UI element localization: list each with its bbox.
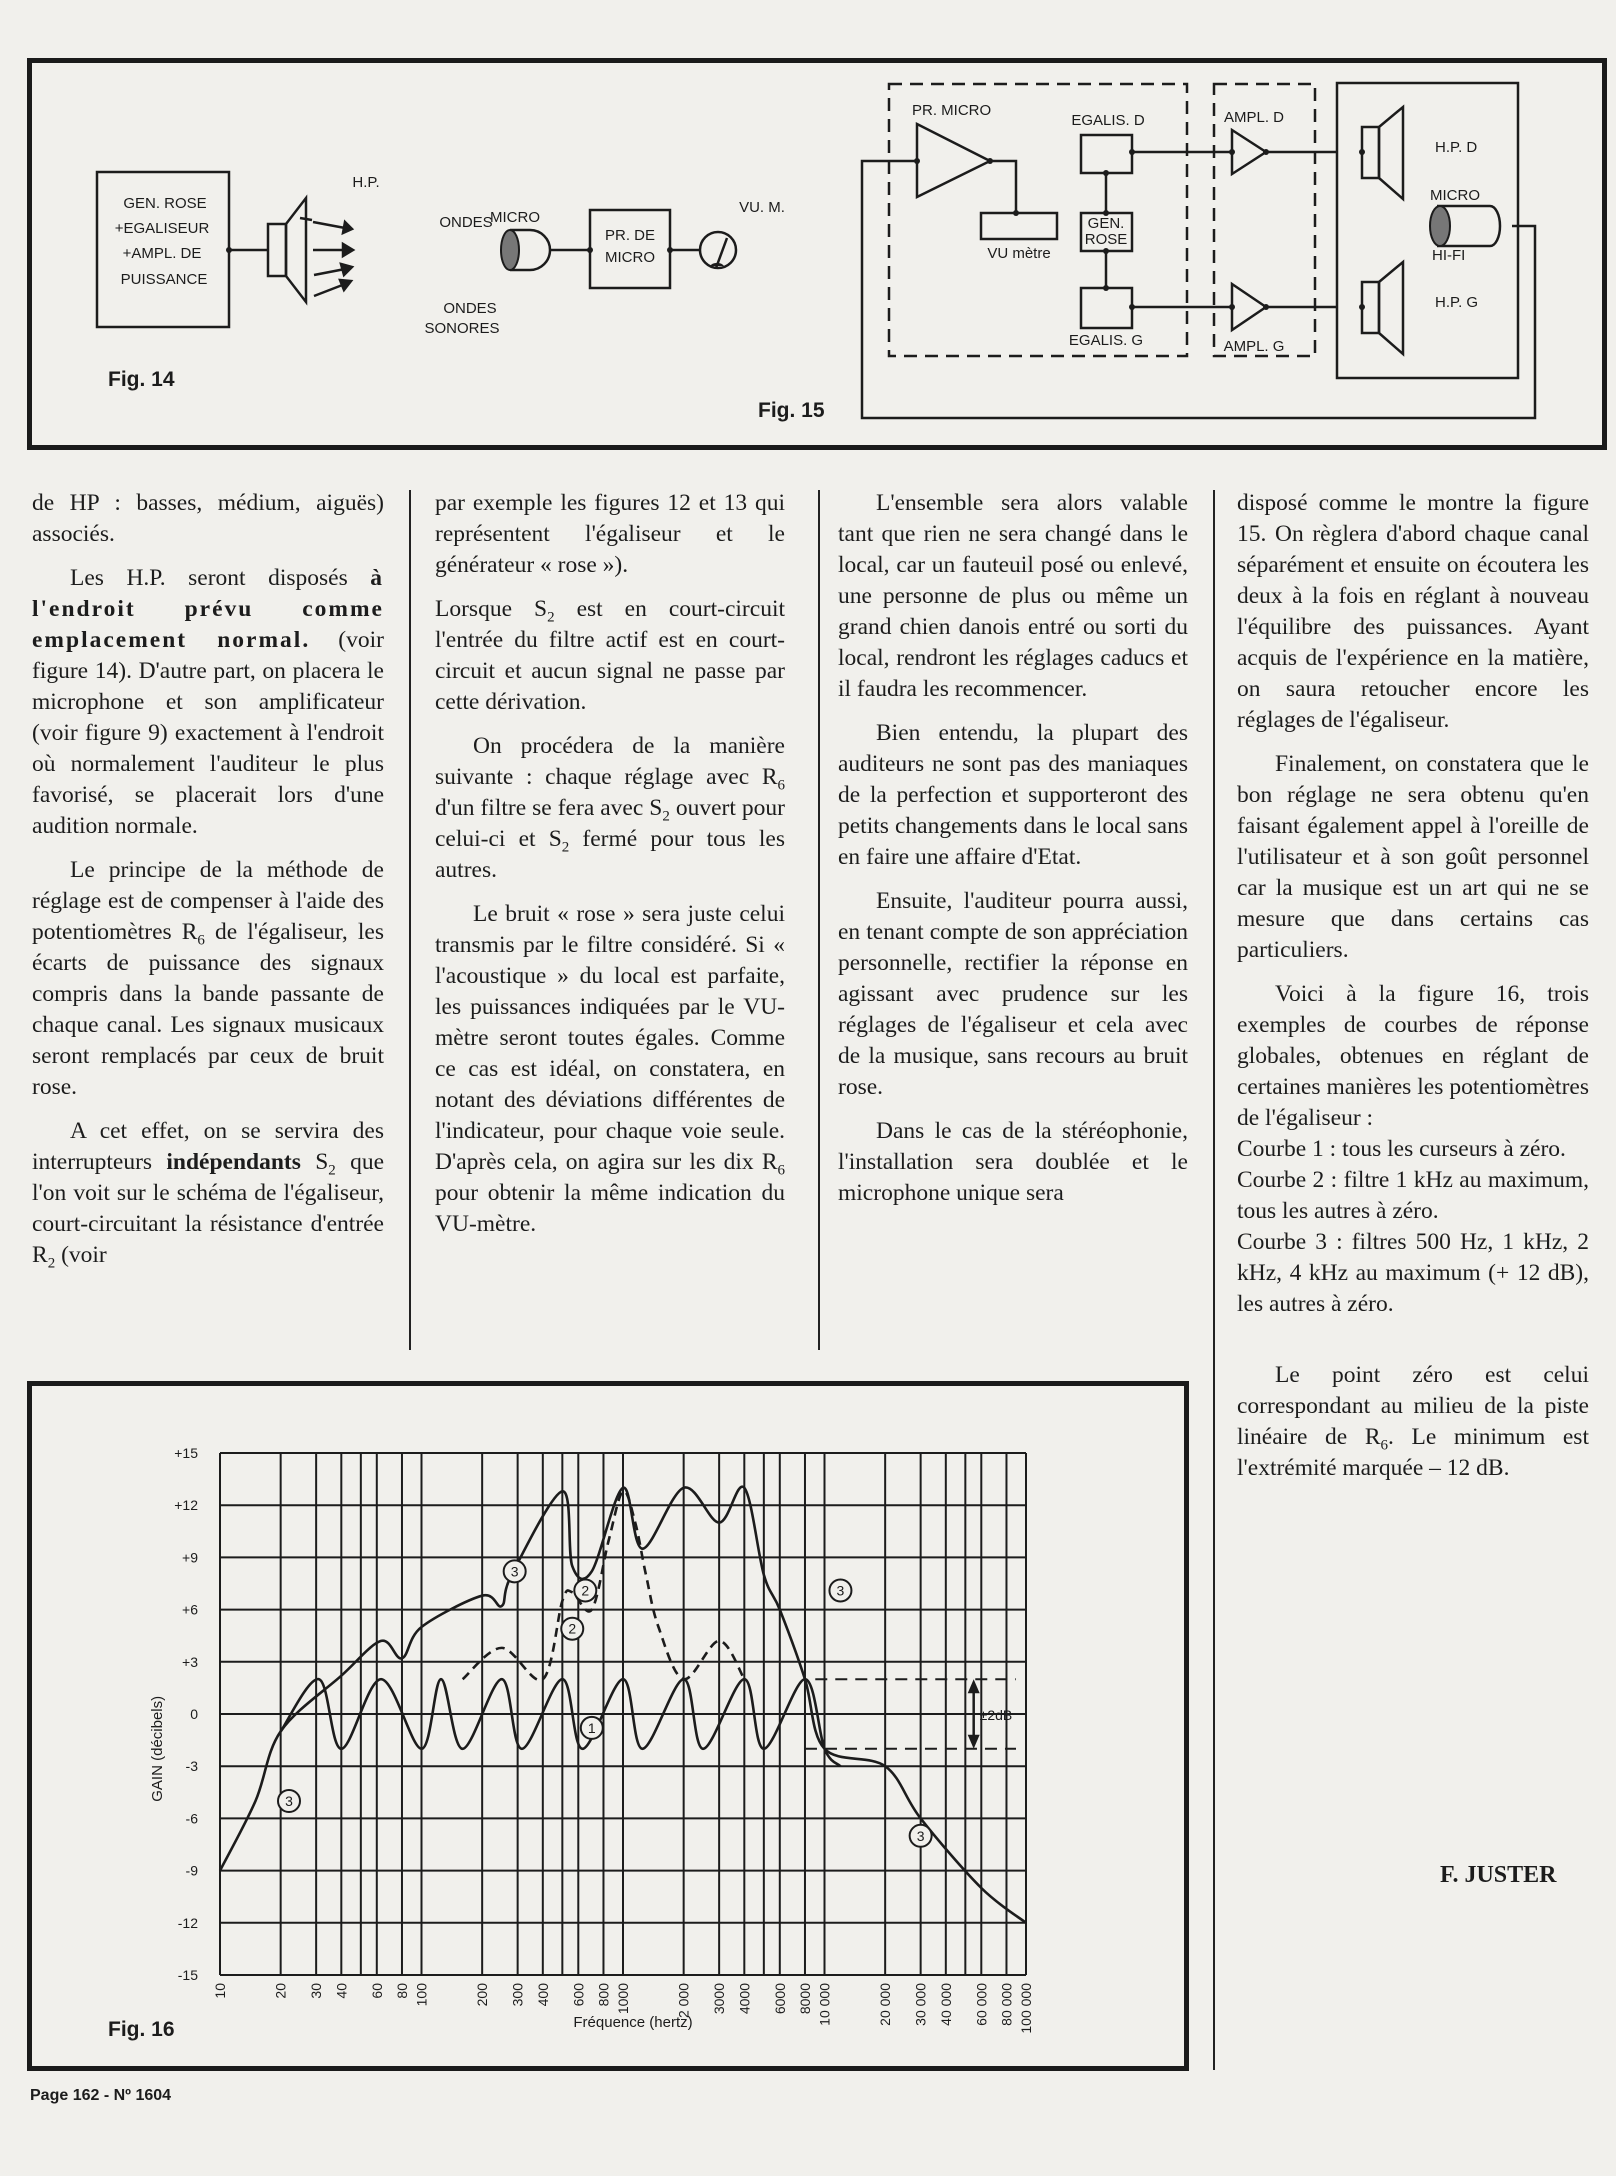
paragraph: par exemple les figures 12 et 13 qui représentent l'égaliseur et le générateur « rose »). xyxy=(435,490,785,578)
waves-label-1: ONDES xyxy=(439,214,493,231)
paragraph: Le bruit « rose » sera juste celui transmis par le filtre considéré. Si « l'acoustique » du local est parfaite, les puissances indiquées par le VU-mètre seront toutes égales. Comme ce cas est idéal, on constatera, en notant des déviations différentes de l'indicateur, pour chaque voie seule. D'après cela, on agira sur les dix $R_6$ pour obtenir la même indication du VU-mètre. xyxy=(435,901,785,1237)
paragraph: On procédera de la manière suivante : chaque réglage avec $R_6$ d'un filtre se fera avec $S_2$ ouvert pour celui-ci et $S_2$ fermé pour tous les autres. xyxy=(435,733,786,883)
preamp-line1: PR. DE xyxy=(604,227,656,244)
x-tick-label: 10 xyxy=(212,1983,228,1999)
figure-14-label: Fig. 14 xyxy=(108,368,175,391)
y-tick-label: +3 xyxy=(182,1653,198,1670)
x-tick-label: 30 000 xyxy=(912,1983,929,2026)
x-tick-label: 300 xyxy=(509,1983,526,2007)
x-tick-label: 60 000 xyxy=(973,1983,990,2026)
author-signature: F. JUSTER xyxy=(1440,1862,1557,1888)
curve-3-description: Courbe 3 : filtres 500 Hz, 1 kHz, 2 kHz, 4 kHz au maximum (+ 12 dB), les autres à zéro. xyxy=(1237,1229,1589,1317)
gen-rose-line1: GEN. ROSE xyxy=(123,195,207,212)
page-footer: Page 162 - Nº 1604 xyxy=(30,2087,172,2104)
micro-label-15: MICRO xyxy=(1430,187,1480,204)
x-tick-label: 40 xyxy=(333,1983,350,1999)
curve-2-description: Courbe 2 : filtre 1 kHz au maximum, tous les autres à zéro. xyxy=(1237,1167,1589,1224)
x-tick-label: 20 xyxy=(272,1983,289,1999)
svg-text:3: 3 xyxy=(510,1563,519,1580)
ondes-label: ONDES xyxy=(443,300,497,317)
x-tick-label: 40 000 xyxy=(937,1983,954,2026)
y-axis-label: GAIN (décibels) xyxy=(149,1695,166,1802)
x-axis-label: Fréquence (hertz) xyxy=(573,2014,693,2031)
hifi-label: HI-FI xyxy=(1432,247,1466,264)
egalis-g-label: EGALIS. G xyxy=(1068,332,1144,349)
y-tick-label: +6 xyxy=(182,1601,198,1618)
x-tick-label: 10 000 xyxy=(816,1983,833,2026)
figure-15-label: Fig. 15 xyxy=(758,399,825,422)
hp-d-label: H.P. D xyxy=(1435,139,1478,156)
x-tick-label: 30 xyxy=(308,1983,325,1999)
x-tick-label: 2 000 xyxy=(675,1983,692,2019)
x-tick-label: 200 xyxy=(474,1983,491,2007)
figure-16-label: Fig. 16 xyxy=(108,2018,175,2041)
preamp-line2: MICRO xyxy=(605,249,655,266)
svg-text:2: 2 xyxy=(581,1582,590,1599)
svg-text:3: 3 xyxy=(836,1582,845,1599)
svg-text:1: 1 xyxy=(587,1719,596,1736)
x-tick-label: 100 xyxy=(413,1983,430,2007)
x-tick-label: 6000 xyxy=(771,1983,788,2015)
paragraph: de HP : basses, médium, aiguës) associés. xyxy=(32,490,384,547)
hp-g-label: H.P. G xyxy=(1435,294,1479,311)
y-tick-label: +9 xyxy=(182,1549,198,1566)
x-tick-label: 400 xyxy=(534,1983,551,2007)
paragraph: A cet effet, on se servira des interrupteurs indépendants $S_2$ que l'on voit sur le schéma de l'égaliseur, court-circuitant la résistance d'entrée $R_2$ (voir xyxy=(32,1118,385,1272)
curve-1-description: Courbe 1 : tous les curseurs à zéro. xyxy=(1237,1136,1566,1162)
x-tick-label: 800 xyxy=(595,1983,612,2007)
gen-rose-label-2: ROSE xyxy=(1084,231,1128,248)
x-tick-label: 80 000 xyxy=(998,1983,1015,2026)
vu-label: VU. M. xyxy=(739,199,785,216)
micro-label: MICRO xyxy=(490,209,540,226)
y-tick-label: 0 xyxy=(190,1706,198,1722)
paragraph: L'ensemble sera alors valable tant que rien ne sera changé dans le local, car un fauteuil posé ou enlevé, une personne de plus ou même un grand chien danois entré ou sorti du local, rendront les réglages caducs et il faudra les recommencer. xyxy=(838,490,1188,702)
hifi-microphone-icon xyxy=(1430,206,1450,246)
x-tick-label: 600 xyxy=(570,1983,587,2007)
y-tick-label: -15 xyxy=(177,1967,198,1983)
x-tick-label: 8000 xyxy=(796,1983,813,2015)
paragraph: Bien entendu, la plupart des auditeurs ne sont pas des maniaques de la perfection et supporteront des petits changements dans le local sans en faire une affaire d'Etat. xyxy=(838,720,1188,870)
paragraph: Ensuite, l'auditeur pourra aussi, en tenant compte de son appréciation personnelle, rectifier la réponse en agissant avec prudence sur les réglages de l'égaliseur et cela avec de la musique, sans recours au bruit rose. xyxy=(838,888,1188,1100)
vu-metre-label: VU mètre xyxy=(987,245,1051,262)
svg-text:3: 3 xyxy=(285,1793,293,1809)
pr-micro-label: PR. MICRO xyxy=(912,102,992,119)
paragraph: Lorsque $S_2$ est en court-circuit l'entrée du filtre actif est en court-circuit et aucun signal ne passe par cette dérivation. xyxy=(435,596,785,715)
x-tick-label: 3000 xyxy=(711,1983,728,2015)
column-divider-3 xyxy=(1213,490,1215,2070)
x-tick-label: 1000 xyxy=(615,1983,631,2015)
paragraph: disposé comme le montre la figure 15. On règlera d'abord chaque canal séparément et ensuite on écoutera les deux à la fois en réglant à nouveau l'équilibre des puissances. Ayant acquis de l'expérience en la matière, on saura retoucher encore les réglages de l'égaliseur. xyxy=(1237,490,1589,733)
gen-rose-label-1: GEN. xyxy=(1087,215,1125,232)
curve-1-line xyxy=(281,1679,841,1766)
text-column-4 xyxy=(1237,488,1589,1497)
ampl-g-label: AMPL. G xyxy=(1223,338,1285,355)
tolerance-annotation: ±2dB xyxy=(979,1707,1013,1723)
svg-text:2: 2 xyxy=(568,1620,577,1637)
y-tick-label: -12 xyxy=(177,1914,198,1931)
paragraph: Le point zéro est celui correspondant au milieu de la piste linéaire de $R_6$. Le minimum est l'extrémité marquée – 12 dB. xyxy=(1237,1362,1589,1481)
svg-text:3: 3 xyxy=(916,1827,925,1844)
y-tick-label: +15 xyxy=(174,1445,198,1461)
paragraph: Les H.P. seront disposés à l'endroit prévu comme emplacement normal. (voir figure 14). D'autre part, on placera le microphone et son amplificateur (voir figure 9) exactement à l'endroit où normalement l'auditeur le plus favorisé, se placerait lors d'une audition normale. xyxy=(32,565,384,839)
y-tick-label: -9 xyxy=(185,1862,198,1879)
paragraph: Finalement, on constatera que le bon réglage ne sera obtenu qu'en faisant également appel à l'oreille de l'utilisateur et à son goût personnel car la musique est un art qui ne se mesure que dans certains cas particuliers. xyxy=(1237,751,1589,963)
gen-rose-line3: +AMPL. DE xyxy=(122,245,202,262)
paragraph: Voici à la figure 16, trois exemples de courbes de réponse globales, obtenues en réglant de certaines manières les potentiomètres de l'égaliseur : xyxy=(1237,981,1589,1131)
paragraph: Le principe de la méthode de réglage est de compenser à l'aide des potentiomètres $R_6$ de l'égaliseur, les écarts de puissance des signaux compris dans la bande passante de chaque canal. Les signaux musicaux seront remplacés par ceux de bruit rose. xyxy=(32,857,384,1100)
y-tick-label: -6 xyxy=(185,1810,198,1827)
paragraph: Dans le cas de la stéréophonie, l'installation sera doublée et le microphone unique sera xyxy=(838,1118,1188,1206)
ampl-d-label: AMPL. D xyxy=(1223,109,1285,126)
x-tick-label: 20 000 xyxy=(877,1983,894,2026)
x-tick-label: 4000 xyxy=(736,1983,753,2015)
hp-label: H.P. xyxy=(352,174,380,191)
gen-rose-line4: PUISSANCE xyxy=(120,271,208,288)
x-tick-label: 80 xyxy=(393,1983,410,1999)
sonores-label: SONORES xyxy=(424,320,500,337)
y-tick-label: -3 xyxy=(185,1758,198,1775)
x-tick-label: 60 xyxy=(368,1983,385,1999)
y-tick-label: +12 xyxy=(174,1497,198,1514)
x-tick-label: 100 000 xyxy=(1018,1983,1034,2034)
egalis-d-label: EGALIS. D xyxy=(1071,112,1145,129)
gen-rose-line2: +EGALISEUR xyxy=(114,220,210,237)
